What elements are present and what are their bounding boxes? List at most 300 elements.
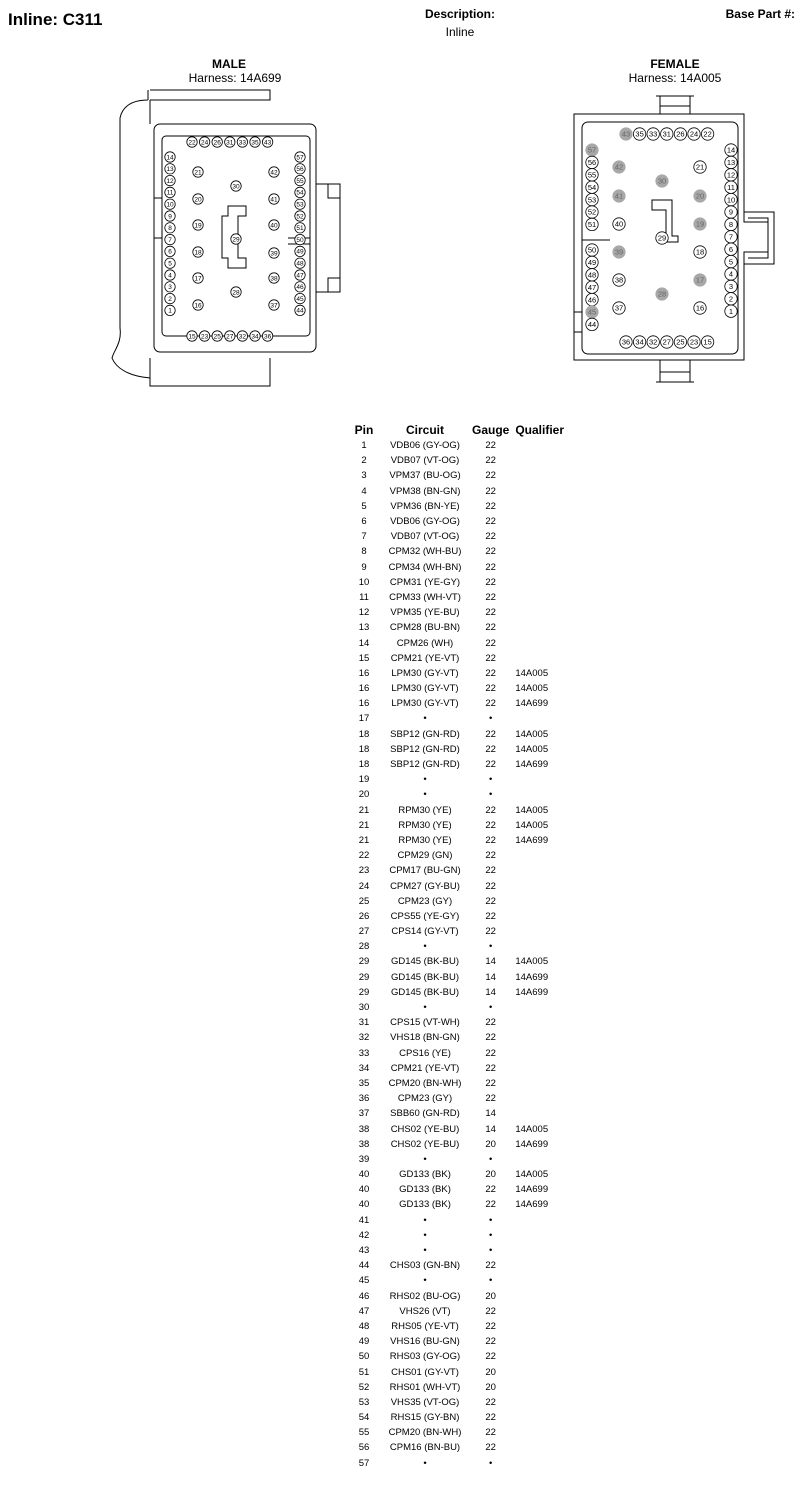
table-row bbox=[350, 1380, 575, 1395]
pin-27 bbox=[661, 336, 673, 348]
pin-label: 17 bbox=[695, 275, 705, 285]
pin-cell: 24 bbox=[358, 880, 370, 892]
circuit-cell: VPM37 (BU-OG) bbox=[389, 470, 461, 482]
table-row bbox=[350, 696, 575, 711]
gauge-cell: 22 bbox=[485, 1442, 496, 1454]
table-row bbox=[350, 1030, 575, 1045]
pin-label: 39 bbox=[614, 247, 624, 257]
pin-label: 31 bbox=[662, 129, 671, 139]
pin-cell: 21 bbox=[358, 804, 370, 816]
circuit-cell: CPM32 (WH-BU) bbox=[388, 546, 462, 558]
table-row bbox=[350, 1091, 575, 1106]
table-row bbox=[350, 1137, 575, 1152]
pin-16 bbox=[193, 300, 203, 310]
pin-label: 7 bbox=[168, 236, 172, 244]
pin-cell: 29 bbox=[358, 956, 370, 968]
table-row bbox=[350, 620, 575, 635]
pin-label: 43 bbox=[621, 129, 631, 139]
pin-cell: 43 bbox=[358, 1245, 370, 1257]
pin-32 bbox=[647, 336, 659, 348]
pin-label: 15 bbox=[703, 337, 712, 347]
circuit-cell: • bbox=[423, 1245, 427, 1257]
pin-cell: 40 bbox=[358, 1199, 370, 1211]
pin-cell: 21 bbox=[358, 819, 370, 831]
pin-label: 3 bbox=[168, 284, 172, 292]
pin-label: 16 bbox=[695, 303, 705, 313]
pin-table-body bbox=[350, 438, 575, 1471]
circuit-cell: VDB07 (VT-OG) bbox=[390, 455, 460, 467]
pin-29 bbox=[656, 232, 668, 244]
circuit-cell: CPM20 (BN-WH) bbox=[388, 1427, 462, 1439]
table-row bbox=[350, 651, 575, 666]
table-row bbox=[350, 1046, 575, 1061]
pin-36 bbox=[620, 336, 632, 348]
qualifier-cell bbox=[509, 1456, 575, 1471]
gauge-cell: • bbox=[489, 1229, 493, 1241]
pin-22 bbox=[187, 137, 197, 147]
pin-cell: 19 bbox=[358, 774, 370, 786]
pin-label: 13 bbox=[166, 166, 174, 174]
circuit-cell: RHS05 (YE-VT) bbox=[391, 1320, 459, 1332]
pin-label: 25 bbox=[676, 337, 685, 347]
pin-1 bbox=[165, 305, 175, 315]
female-title: FEMALE bbox=[650, 57, 700, 71]
qualifier-cell: 14A699 bbox=[515, 971, 549, 983]
qualifier-cell bbox=[509, 1030, 575, 1045]
pin-label: 9 bbox=[168, 213, 172, 221]
circuit-cell: SBP12 (GN-RD) bbox=[390, 728, 460, 740]
pin-cell: 40 bbox=[358, 1169, 370, 1181]
pin-label: 21 bbox=[194, 169, 202, 177]
female-harness: Harness: 14A005 bbox=[628, 71, 722, 85]
pin-51 bbox=[295, 223, 305, 233]
pin-label: 54 bbox=[296, 189, 304, 197]
qualifier-cell bbox=[509, 1273, 575, 1288]
pin-label: 33 bbox=[238, 139, 247, 147]
gauge-cell: 14 bbox=[485, 971, 496, 983]
pin-label: 55 bbox=[296, 177, 304, 185]
pin-cell: 41 bbox=[358, 1214, 370, 1226]
pin-52 bbox=[295, 211, 305, 221]
pin-54 bbox=[295, 187, 305, 197]
pin-label: 32 bbox=[649, 337, 658, 347]
pin-cell: 18 bbox=[358, 759, 370, 771]
circuit-cell: • bbox=[423, 1153, 427, 1165]
qualifier-cell bbox=[509, 438, 575, 453]
pin-9 bbox=[165, 211, 175, 221]
pin-label: 28 bbox=[232, 289, 240, 297]
pin-21 bbox=[193, 167, 203, 177]
table-row bbox=[350, 985, 575, 1000]
pin-label: 29 bbox=[232, 236, 240, 244]
gauge-cell: 22 bbox=[485, 470, 496, 482]
pin-label: 5 bbox=[168, 260, 172, 268]
qualifier-cell: 14A005 bbox=[515, 728, 549, 740]
table-row bbox=[350, 1273, 575, 1288]
pin-33 bbox=[237, 137, 247, 147]
circuit-cell: CPM23 (GY) bbox=[397, 1093, 453, 1105]
gauge-cell: 20 bbox=[485, 1169, 496, 1181]
gauge-cell: • bbox=[489, 1245, 493, 1257]
table-row bbox=[350, 1304, 575, 1319]
qualifier-cell: 14A699 bbox=[515, 698, 549, 710]
pin-24 bbox=[688, 128, 700, 140]
gauge-cell: 14 bbox=[485, 956, 496, 968]
circuit-cell: RHS01 (WH-VT) bbox=[389, 1381, 461, 1393]
table-row bbox=[350, 727, 575, 742]
pin-label: 10 bbox=[726, 195, 736, 205]
qualifier-cell bbox=[509, 544, 575, 559]
pin-56 bbox=[586, 156, 598, 168]
table-row bbox=[350, 1106, 575, 1121]
pin-cell: 13 bbox=[358, 622, 370, 634]
table-row bbox=[350, 575, 575, 590]
pin-label: 14 bbox=[166, 154, 174, 162]
pin-label: 53 bbox=[296, 201, 304, 209]
pin-25 bbox=[674, 336, 686, 348]
gauge-cell: 22 bbox=[485, 531, 496, 543]
table-row bbox=[350, 833, 575, 848]
table-row bbox=[350, 772, 575, 787]
pin-label: 34 bbox=[251, 333, 259, 341]
pin-label: 41 bbox=[614, 191, 624, 201]
male-pin-group bbox=[165, 137, 305, 341]
circuit-cell: CPM26 (WH) bbox=[396, 637, 454, 649]
pin-label: 52 bbox=[296, 213, 304, 221]
pin-cell: 37 bbox=[358, 1108, 370, 1120]
qualifier-cell bbox=[509, 711, 575, 726]
gauge-cell: 22 bbox=[485, 455, 496, 467]
table-row bbox=[350, 1425, 575, 1440]
gauge-cell: 22 bbox=[485, 1017, 496, 1029]
circuit-cell: CPM27 (GY-BU) bbox=[390, 880, 460, 892]
female-connector-diagram bbox=[568, 92, 790, 387]
pin-cell: 31 bbox=[358, 1017, 370, 1029]
pin-34 bbox=[250, 331, 260, 341]
pin-cell: 5 bbox=[361, 500, 367, 512]
pin-17 bbox=[694, 274, 706, 286]
pin-31 bbox=[225, 137, 235, 147]
pin-label: 8 bbox=[168, 225, 172, 233]
pin-label: 30 bbox=[657, 176, 667, 186]
pin-label: 27 bbox=[226, 333, 234, 341]
gauge-cell: 22 bbox=[485, 1320, 496, 1332]
circuit-cell: • bbox=[423, 1275, 427, 1287]
pin-48 bbox=[295, 258, 305, 268]
table-row bbox=[350, 1410, 575, 1425]
pin-cell: 28 bbox=[358, 941, 370, 953]
qualifier-cell bbox=[509, 863, 575, 878]
qualifier-cell bbox=[509, 1243, 575, 1258]
qualifier-cell bbox=[509, 499, 575, 514]
gauge-cell: 22 bbox=[485, 607, 496, 619]
pin-57 bbox=[586, 144, 598, 156]
pin-label: 23 bbox=[689, 337, 699, 347]
pin-cell: 56 bbox=[358, 1442, 370, 1454]
gauge-cell: 14 bbox=[485, 1108, 496, 1120]
table-row bbox=[350, 803, 575, 818]
pin-cell: 15 bbox=[358, 652, 370, 664]
pin-cell: 36 bbox=[358, 1093, 370, 1105]
pin-label: 15 bbox=[188, 333, 196, 341]
pin-36 bbox=[262, 331, 272, 341]
pin-22 bbox=[701, 128, 713, 140]
pin-cell: 18 bbox=[358, 728, 370, 740]
circuit-cell: SBB60 (GN-RD) bbox=[390, 1108, 460, 1120]
male-connector-diagram bbox=[110, 88, 350, 388]
gauge-cell: 22 bbox=[485, 1260, 496, 1272]
pin-35 bbox=[250, 137, 260, 147]
pin-label: 41 bbox=[270, 196, 278, 204]
circuit-cell: GD145 (BK-BU) bbox=[390, 971, 460, 983]
qualifier-cell bbox=[509, 1289, 575, 1304]
pin-label: 54 bbox=[587, 182, 597, 192]
table-row bbox=[350, 529, 575, 544]
qualifier-cell bbox=[509, 1380, 575, 1395]
gauge-cell: 22 bbox=[485, 1047, 496, 1059]
pin-41 bbox=[269, 194, 279, 204]
pin-20 bbox=[694, 190, 706, 202]
pin-55 bbox=[295, 175, 305, 185]
pin-49 bbox=[586, 256, 598, 268]
pin-label: 12 bbox=[166, 177, 174, 185]
pin-5 bbox=[725, 255, 737, 267]
qualifier-cell bbox=[509, 453, 575, 468]
qualifier-cell: 14A699 bbox=[515, 759, 549, 771]
pin-label: 27 bbox=[662, 337, 671, 347]
qualifier-cell bbox=[509, 1106, 575, 1121]
pin-cell: 40 bbox=[358, 1184, 370, 1196]
gauge-cell: 20 bbox=[485, 1290, 496, 1302]
circuit-cell: CPS15 (VT-WH) bbox=[390, 1017, 460, 1029]
pin-label: 43 bbox=[263, 139, 272, 147]
table-row bbox=[350, 1152, 575, 1167]
pin-1 bbox=[725, 305, 737, 317]
gauge-cell: 22 bbox=[485, 1199, 496, 1211]
qualifier-cell bbox=[509, 514, 575, 529]
circuit-cell: • bbox=[423, 713, 427, 725]
circuit-cell: RPM30 (YE) bbox=[398, 834, 452, 846]
pin-label: 24 bbox=[200, 139, 209, 147]
pin-23 bbox=[688, 336, 700, 348]
pin-41 bbox=[613, 190, 625, 202]
circuit-cell: CPM17 (BU-GN) bbox=[389, 865, 461, 877]
table-row bbox=[350, 939, 575, 954]
pin-50 bbox=[586, 244, 598, 256]
qualifier-cell bbox=[509, 1228, 575, 1243]
table-row bbox=[350, 1000, 575, 1015]
pin-11 bbox=[165, 187, 175, 197]
qualifier-cell: 14A005 bbox=[515, 683, 549, 695]
table-row bbox=[350, 484, 575, 499]
table-row bbox=[350, 909, 575, 924]
pin-label: 48 bbox=[587, 270, 597, 280]
gauge-cell: 22 bbox=[485, 926, 496, 938]
qualifier-cell: 14A699 bbox=[515, 1138, 549, 1150]
pin-label: 40 bbox=[270, 222, 278, 230]
pin-label: 8 bbox=[728, 220, 734, 230]
gauge-cell: 22 bbox=[485, 743, 496, 755]
qualifier-cell bbox=[509, 787, 575, 802]
qualifier-cell bbox=[509, 1061, 575, 1076]
qualifier-cell: 14A005 bbox=[515, 667, 549, 679]
qualifier-cell bbox=[509, 848, 575, 863]
pin-40 bbox=[269, 220, 279, 230]
pin-4 bbox=[165, 270, 175, 280]
circuit-cell: CPM33 (WH-VT) bbox=[389, 591, 461, 603]
pin-label: 25 bbox=[213, 333, 221, 341]
table-row bbox=[350, 666, 575, 681]
table-row bbox=[350, 1182, 575, 1197]
qualifier-cell: 14A699 bbox=[515, 986, 549, 998]
gauge-cell: 14 bbox=[485, 986, 496, 998]
pin-33 bbox=[647, 128, 659, 140]
circuit-cell: VPM38 (BN-GN) bbox=[389, 485, 461, 497]
gauge-cell: • bbox=[489, 713, 493, 725]
circuit-cell: LPM30 (GY-VT) bbox=[391, 683, 459, 695]
qualifier-cell bbox=[509, 1091, 575, 1106]
pin-label: 20 bbox=[194, 196, 202, 204]
pin-cell: 57 bbox=[358, 1457, 370, 1469]
pin-21 bbox=[694, 161, 706, 173]
pin-52 bbox=[586, 206, 598, 218]
pin-38 bbox=[269, 273, 279, 283]
pin-cell: 38 bbox=[358, 1138, 370, 1150]
pin-53 bbox=[295, 199, 305, 209]
circuit-cell: • bbox=[423, 1214, 427, 1226]
pin-label: 51 bbox=[587, 220, 597, 230]
gauge-cell: 22 bbox=[485, 1093, 496, 1105]
qualifier-cell bbox=[509, 529, 575, 544]
table-row bbox=[350, 711, 575, 726]
pin-label: 53 bbox=[587, 195, 597, 205]
gauge-cell: • bbox=[489, 789, 493, 801]
pin-cell: 25 bbox=[358, 895, 370, 907]
circuit-cell: LPM30 (GY-VT) bbox=[391, 698, 459, 710]
table-row bbox=[350, 635, 575, 650]
table-row bbox=[350, 544, 575, 559]
header-pin: Pin bbox=[354, 422, 374, 437]
circuit-cell: GD133 (BK) bbox=[399, 1199, 451, 1211]
pin-cell: 20 bbox=[358, 789, 370, 801]
pin-2 bbox=[165, 293, 175, 303]
table-row bbox=[350, 954, 575, 969]
pin-label: 14 bbox=[726, 145, 736, 155]
table-row bbox=[350, 514, 575, 529]
pin-label: 49 bbox=[587, 258, 597, 268]
header-qualifier: Qualifier bbox=[515, 422, 565, 437]
pin-cell: 18 bbox=[358, 743, 370, 755]
table-row bbox=[350, 1319, 575, 1334]
circuit-cell: VDB06 (GY-OG) bbox=[390, 440, 460, 452]
pin-40 bbox=[613, 218, 625, 230]
pin-label: 48 bbox=[296, 260, 304, 268]
table-row bbox=[350, 1121, 575, 1136]
circuit-cell: CPM21 (YE-VT) bbox=[390, 1062, 460, 1074]
pin-39 bbox=[269, 248, 279, 258]
qualifier-cell: 14A005 bbox=[515, 956, 549, 968]
pin-30 bbox=[656, 175, 668, 187]
pin-35 bbox=[633, 128, 645, 140]
gauge-cell: 20 bbox=[485, 1381, 496, 1393]
pin-label: 51 bbox=[296, 225, 304, 233]
pin-31 bbox=[661, 128, 673, 140]
qualifier-cell bbox=[509, 1046, 575, 1061]
gauge-cell: 22 bbox=[485, 440, 496, 452]
gauge-cell: • bbox=[489, 774, 493, 786]
qualifier-cell: 14A699 bbox=[515, 1199, 549, 1211]
pin-label: 11 bbox=[727, 182, 735, 192]
gauge-cell: 20 bbox=[485, 1366, 496, 1378]
pin-cell: 48 bbox=[358, 1320, 370, 1332]
table-row bbox=[350, 1167, 575, 1182]
pin-label: 11 bbox=[166, 189, 174, 197]
gauge-cell: • bbox=[489, 1457, 493, 1469]
pin-cell: 50 bbox=[358, 1351, 370, 1363]
qualifier-cell bbox=[509, 1364, 575, 1379]
pin-label: 22 bbox=[703, 129, 712, 139]
circuit-cell: CPM20 (BN-WH) bbox=[388, 1077, 462, 1089]
pin-label: 35 bbox=[251, 139, 259, 147]
pin-19 bbox=[694, 218, 706, 230]
pin-cell: 17 bbox=[358, 713, 370, 725]
pin-29 bbox=[231, 234, 241, 244]
qualifier-cell bbox=[509, 605, 575, 620]
pin-label: 7 bbox=[728, 232, 734, 242]
pin-label: 31 bbox=[226, 139, 234, 147]
header-gauge: Gauge bbox=[472, 422, 510, 437]
pin-label: 2 bbox=[728, 294, 734, 304]
circuit-cell: VHS16 (BU-GN) bbox=[390, 1336, 460, 1348]
table-row bbox=[350, 863, 575, 878]
qualifier-cell bbox=[509, 909, 575, 924]
pin-label: 46 bbox=[587, 295, 597, 305]
table-row bbox=[350, 438, 575, 453]
qualifier-cell: 14A699 bbox=[515, 1184, 549, 1196]
gauge-cell: 22 bbox=[485, 1412, 496, 1424]
pin-cell: 8 bbox=[361, 546, 367, 558]
pin-28 bbox=[656, 288, 668, 300]
pin-46 bbox=[586, 293, 598, 305]
gauge-cell: 22 bbox=[485, 834, 496, 846]
gauge-cell: 14 bbox=[485, 1123, 496, 1135]
pin-14 bbox=[725, 144, 737, 156]
pin-57 bbox=[295, 152, 305, 162]
pin-label: 19 bbox=[194, 222, 202, 230]
pin-44 bbox=[295, 305, 305, 315]
pin-26 bbox=[212, 137, 222, 147]
circuit-cell: VPM36 (BN-YE) bbox=[390, 500, 460, 512]
pin-cell: 30 bbox=[358, 1002, 370, 1014]
pin-label: 2 bbox=[168, 295, 172, 303]
gauge-cell: 22 bbox=[485, 1336, 496, 1348]
pin-cell: 38 bbox=[358, 1123, 370, 1135]
gauge-cell: 22 bbox=[485, 1305, 496, 1317]
pin-16 bbox=[694, 302, 706, 314]
qualifier-cell bbox=[509, 924, 575, 939]
pin-label: 9 bbox=[728, 207, 734, 217]
pin-label: 37 bbox=[270, 302, 278, 310]
male-title: MALE bbox=[212, 57, 246, 71]
table-row bbox=[350, 468, 575, 483]
pin-label: 3 bbox=[728, 282, 734, 292]
pin-label: 55 bbox=[587, 170, 597, 180]
pin-6 bbox=[725, 243, 737, 255]
circuit-cell: RHS02 (BU-OG) bbox=[389, 1290, 461, 1302]
pin-cell: 45 bbox=[358, 1275, 370, 1287]
circuit-cell: • bbox=[423, 941, 427, 953]
gauge-cell: • bbox=[489, 1153, 493, 1165]
